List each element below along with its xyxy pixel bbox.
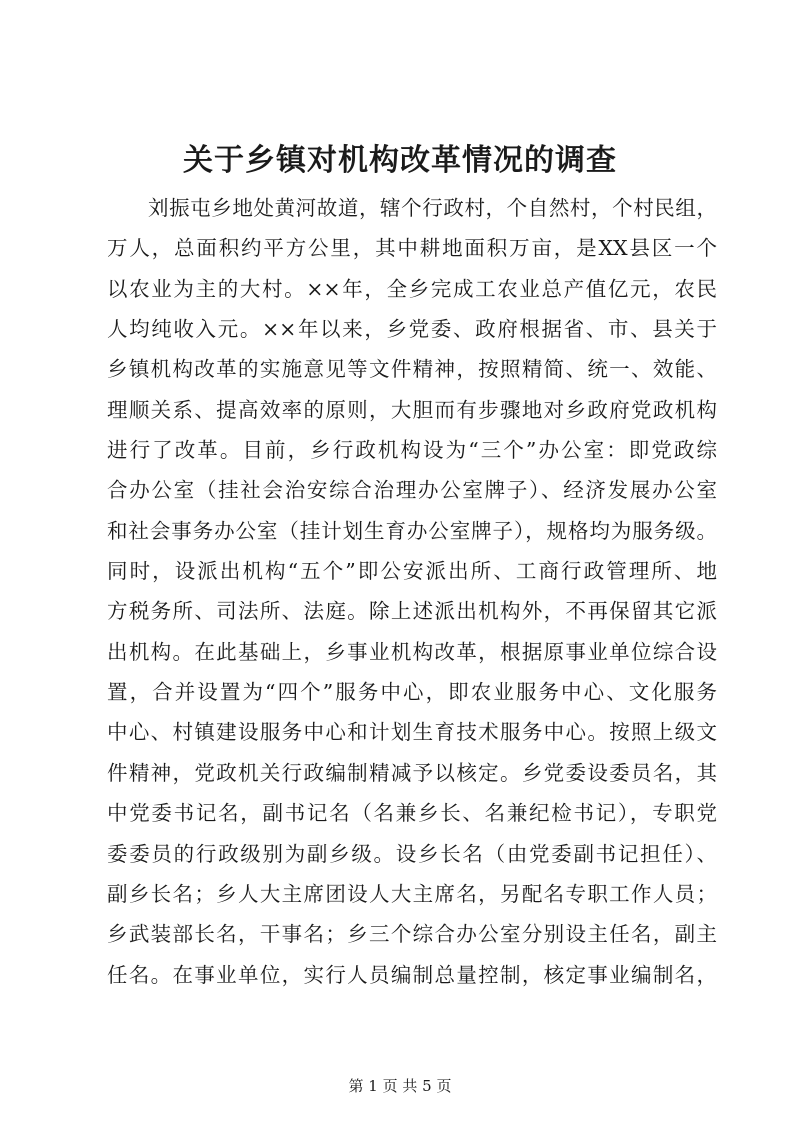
body-line: 和社会事务办公室（挂计划生育办公室牌子），规格均为服务级。	[107, 518, 717, 543]
body-line: 乡武装部长名，干事名；乡三个综合办公室分别设主任名，副主	[107, 922, 717, 947]
body-line: 以农业为主的大村。××年，全乡完成工农业总产值亿元，农民	[107, 276, 717, 301]
body-line: 合办公室（挂社会治安综合治理办公室牌子）、经济发展办公室	[107, 478, 717, 503]
body-line: 人均纯收入元。××年以来，乡党委、政府根据省、市、县关于	[107, 317, 717, 342]
body-line: 刘振屯乡地处黄河故道，辖个行政村，个自然村，个村民组，	[148, 196, 717, 220]
body-line: 中心、村镇建设服务中心和计划生育技术服务中心。按照上级文	[107, 720, 717, 745]
body-line: 件精神，党政机关行政编制精减予以核定。乡党委设委员名，其	[107, 760, 717, 785]
body-line: 理顺关系、提高效率的原则，大胆而有步骤地对乡政府党政机构	[107, 397, 717, 422]
body-line: 进行了改革。目前，乡行政机构设为“三个”办公室：即党政综	[107, 438, 717, 463]
body-line: 乡镇机构改革的实施意见等文件精神，按照精简、统一、效能、	[107, 357, 717, 382]
body-line: 置，合并设置为“四个”服务中心，即农业服务中心、文化服务	[107, 680, 717, 705]
body-line: 方税务所、司法所、法庭。除上述派出机构外，不再保留其它派	[107, 599, 717, 624]
body-line: 任名。在事业单位，实行人员编制总量控制，核定事业编制名，	[107, 962, 717, 987]
body-line: 同时，设派出机构“五个”即公安派出所、工商行政管理所、地	[107, 559, 717, 584]
body-line: 出机构。在此基础上，乡事业机构改革，根据原事业单位综合设	[107, 639, 717, 664]
document-body	[107, 188, 717, 995]
document-title: 关于乡镇对机构改革情况的调查	[183, 143, 617, 178]
body-line: 万人，总面积约平方公里，其中耕地面积万亩，是XX县区一个	[107, 236, 717, 261]
page-number: 第 1 页 共 5 页	[348, 1077, 452, 1095]
body-line: 副乡长名；乡人大主席团设人大主席名，另配名专职工作人员；	[107, 881, 717, 906]
body-line: 中党委书记名，副书记名（名兼乡长、名兼纪检书记），专职党	[107, 801, 717, 826]
body-line: 委委员的行政级别为副乡级。设乡长名（由党委副书记担任）、	[107, 841, 717, 866]
